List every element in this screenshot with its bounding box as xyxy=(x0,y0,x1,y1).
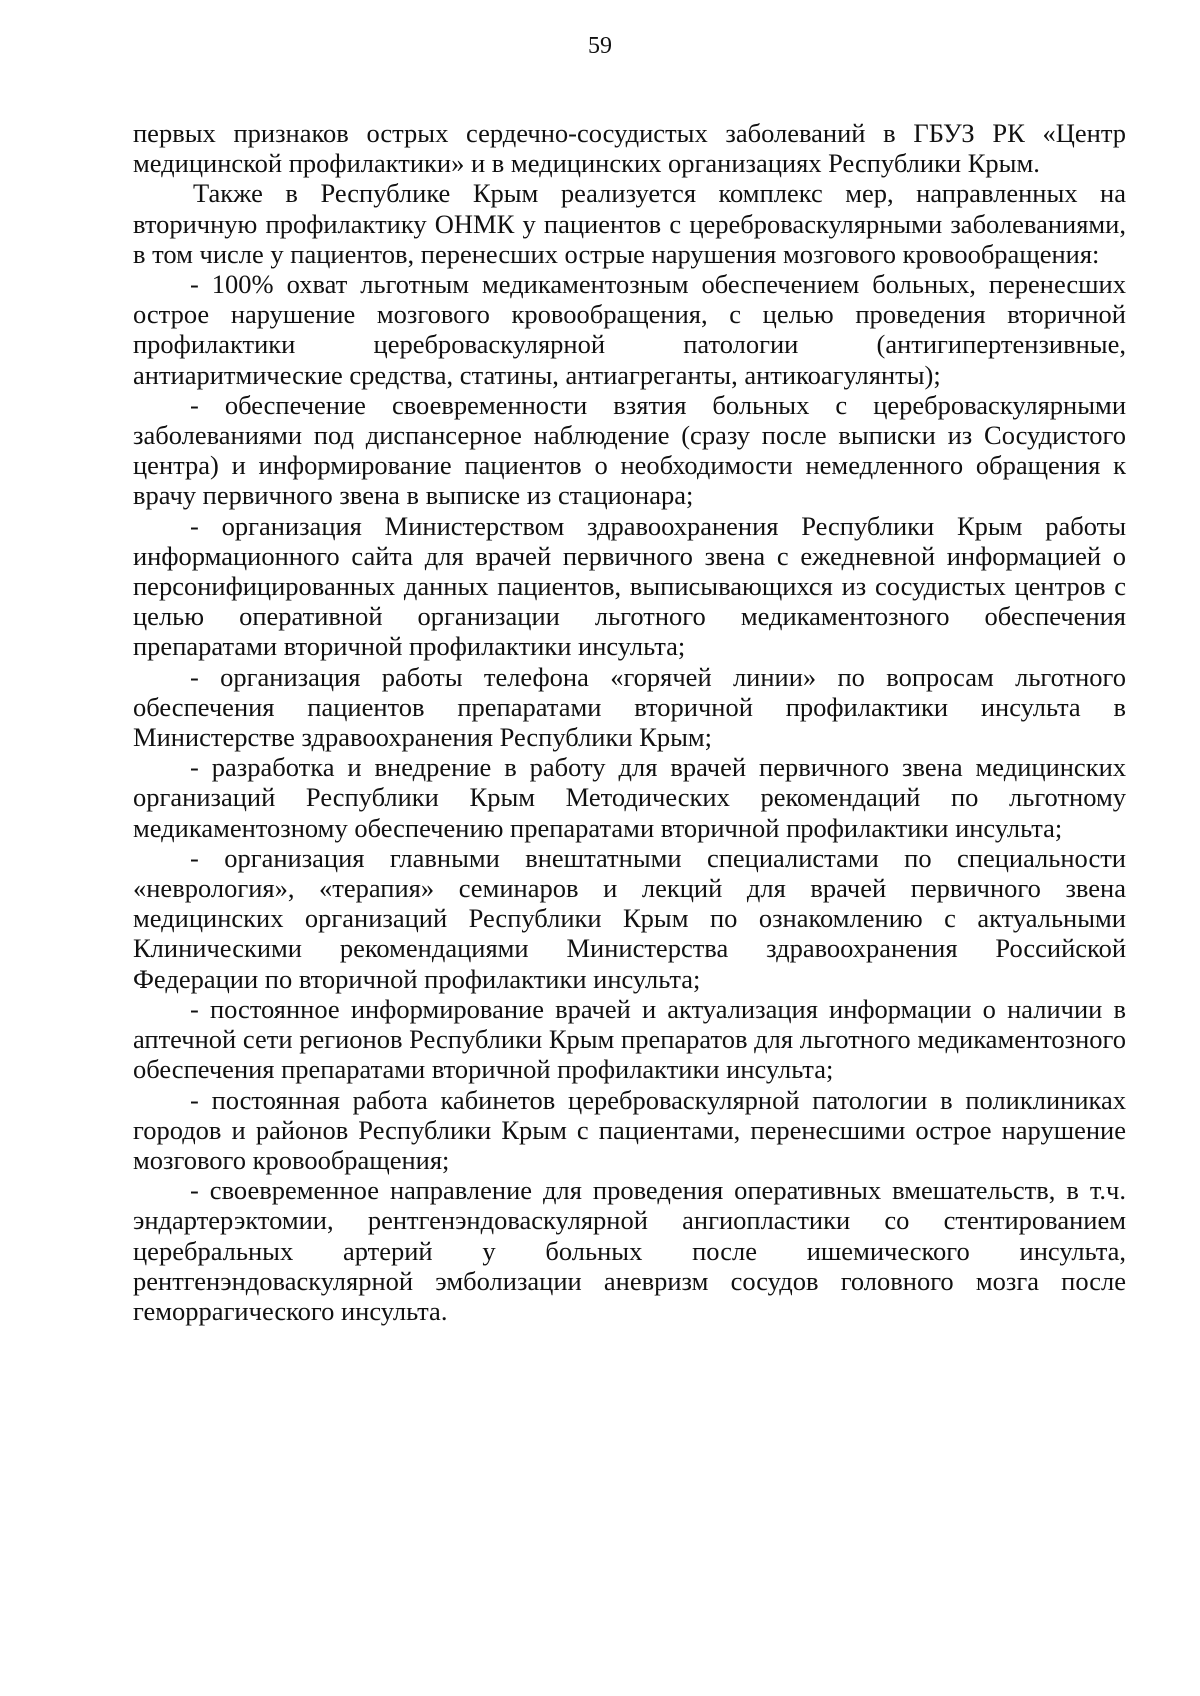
list-item: - своевременное направление для проведения оперативных вмешательств, в т.ч. эндартерэктомии, рентгенэндоваскулярной ангиопластики со стентированием церебральных артерий у больных после ишемического инсульта, рентгенэндоваскулярной эмболизации аневризм сосудов головного мозга после геморрагического инсульта. xyxy=(133,1175,1126,1326)
list-item: - разработка и внедрение в работу для врачей первичного звена медицинских организаций Республики Крым Методических рекомендаций по льготному медикаментозному обеспечению препаратами вторичной профилактики инсульта; xyxy=(133,752,1126,843)
list-item: - постоянная работа кабинетов цереброваскулярной патологии в поликлиниках городов и районов Республики Крым с пациентами, перенесшими острое нарушение мозгового кровообращения; xyxy=(133,1084,1126,1175)
page-number: 59 xyxy=(588,33,612,59)
list-item: - 100% охват льготным медикаментозным обеспечением больных, перенесших острое нарушение мозгового кровообращения, с целью проведения вторичной профилактики цереброваскулярной патологии (антигипертензивные, антиаритмические средства, статины, антиагреганты, антикоагулянты); xyxy=(133,269,1126,390)
list-item: - обеспечение своевременности взятия больных с цереброваскулярными заболеваниями под диспансерное наблюдение (сразу после выписки из Сосудистого центра) и информирование пациентов о необходимости немедленного обращения к врачу первичного звена в выписке из стационара; xyxy=(133,389,1126,511)
paragraph-intro: Также в Республике Крым реализуется комплекс мер, направленных на вторичную профилактику ОНМК у пациентов с цереброваскулярными заболеваниями, в том числе у пациентов, перенесших острые нарушения мозгового кровообращения: xyxy=(133,178,1126,269)
list-item: - постоянное информирование врачей и актуализация информации о наличии в аптечной сети регионов Республики Крым препаратов для льготного медикаментозного обеспечения препаратами вторичной профилактики инсульта; xyxy=(133,993,1126,1085)
list-item: - организация главными внештатными специалистами по специальности «неврология», «терапия» семинаров и лекций для врачей первичного звена медицинских организаций Республики Крым по ознакомлению с актуальными Клиническими рекомендациями Министерства здравоохранения Российской Федерации по вторичной профилактики инсульта; xyxy=(133,842,1126,994)
list-item: - организация работы телефона «горячей линии» по вопросам льготного обеспечения пациентов препаратами вторичной профилактики инсульта в Министерстве здравоохранения Республики Крым; xyxy=(133,661,1126,753)
list-item: - организация Министерством здравоохранения Республики Крым работы информационного сайта для врачей первичного звена с ежедневной информацией о персонифицированных данных пациентов, выписывающихся из сосудистых центров с целью оперативной организации льготного медикаментозного обеспечения препаратами вторичной профилактики инсульта; xyxy=(133,510,1126,662)
document-body xyxy=(133,118,1126,1326)
paragraph-continuation: первых признаков острых сердечно-сосудистых заболеваний в ГБУЗ РК «Центр медицинской профилактики» и в медицинских организациях Республики Крым. xyxy=(133,118,1126,179)
